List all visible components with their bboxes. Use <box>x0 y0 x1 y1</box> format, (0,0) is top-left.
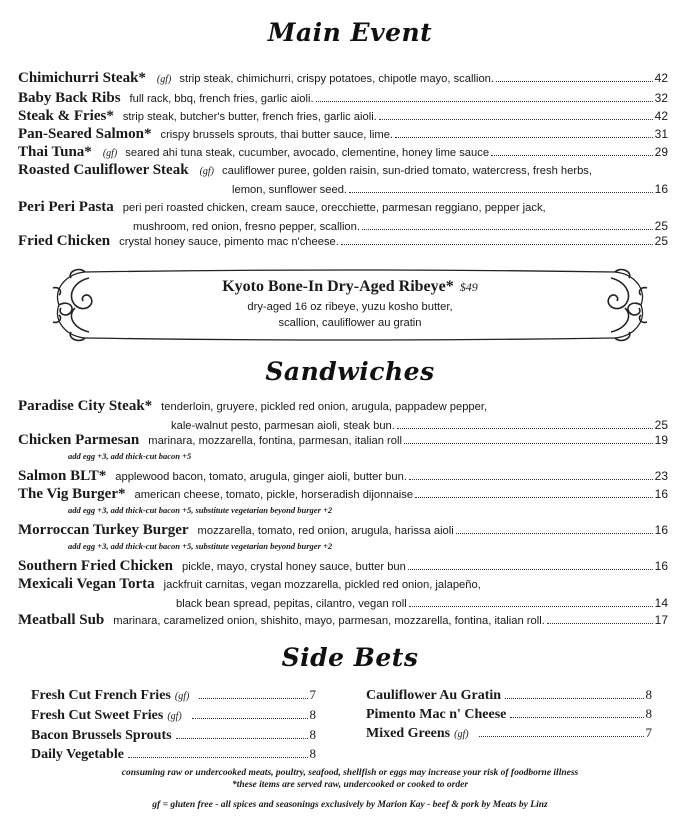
item-desc: full rack, bbq, french fries, garlic aioli. <box>129 93 314 105</box>
menu-item-morroccan-turkey-burger <box>18 522 668 541</box>
menu-item-chicken-parmesan <box>18 432 668 451</box>
side-name: Fresh Cut Sweet Fries <box>31 708 164 723</box>
item-name: Peri Peri Pasta <box>18 199 114 215</box>
item-name: Chicken Parmesan <box>18 432 140 448</box>
menu-item-southern-fried-chicken <box>18 558 668 577</box>
item-desc: peri peri roasted chicken, cream sauce, orecchiette, parmesan reggiano, pepper jack, <box>122 202 546 214</box>
side-price: 8 <box>645 687 652 702</box>
dot-leader <box>397 428 653 429</box>
item-name: Thai Tuna* <box>18 144 92 160</box>
item-desc: jackfruit carnitas, vegan mozzarella, pickled red onion, jalapeño, <box>163 579 481 591</box>
item-desc: strip steak, butcher's butter, french fries, garlic aioli. <box>122 111 377 123</box>
addon-note: add egg +3, add thick-cut bacon +5, substitute vegetarian beyond burger +2 <box>68 541 333 551</box>
item-name: Baby Back Ribs <box>18 90 121 106</box>
dot-leader <box>199 698 307 699</box>
gf-marker: (gf) <box>199 166 215 177</box>
gluten-free-note: gf = gluten free - all spices and seasonings exclusively by Marion Kay - beef & pork by Meats by Linz <box>152 800 548 810</box>
sides-left-column <box>31 686 316 764</box>
dot-leader <box>128 757 308 758</box>
item-name: Paradise City Steak* <box>18 398 153 414</box>
side-item <box>366 705 652 724</box>
gf-marker: (gf) <box>174 691 190 702</box>
item-name: Pan-Seared Salmon* <box>18 126 152 142</box>
dot-leader <box>479 736 644 737</box>
side-name: Mixed Greens <box>366 726 451 741</box>
addon-note: add egg +3, add thick-cut bacon +5 <box>68 451 192 461</box>
item-price: 16 <box>654 181 668 196</box>
gf-marker: (gf) <box>156 74 172 85</box>
menu-item-roasted-cauliflower-steak <box>18 162 668 199</box>
item-desc: mozzarella, tomato, red onion, arugula, harissa aioli <box>197 525 454 537</box>
menu-item-chimichurri-steak <box>18 70 668 89</box>
item-price: 29 <box>654 145 668 159</box>
item-name: Southern Fried Chicken <box>18 558 174 574</box>
menu-item-vig-burger <box>18 486 668 505</box>
item-desc: crystal honey sauce, pimento mac n'cheese. <box>119 236 339 248</box>
item-price: 14 <box>654 595 668 610</box>
menu-item-thai-tuna <box>18 144 668 163</box>
item-name: Chimichurri Steak* <box>18 70 146 86</box>
side-bets-heading: Side Bets <box>281 643 419 672</box>
gf-marker: (gf) <box>454 729 469 740</box>
feature-desc-line1: dry-aged 16 oz ribeye, yuzu kosho butter, <box>247 301 453 313</box>
raw-items-note: *these items are served raw, undercooked or cooked to order <box>231 780 469 790</box>
side-item <box>31 686 316 706</box>
item-desc-cont: kale-walnut pesto, parmesan aioli, steak bun. <box>171 419 395 432</box>
item-desc: strip steak, chimichurri, crispy potatoes, chipotle mayo, scallion. <box>179 73 494 85</box>
dot-leader <box>547 623 653 624</box>
item-desc-cont: black bean spread, pepitas, cilantro, vegan roll <box>176 597 407 610</box>
side-item <box>31 706 316 726</box>
side-item <box>366 686 652 705</box>
dot-leader <box>192 718 308 719</box>
dot-leader <box>176 738 308 739</box>
side-item <box>31 726 316 745</box>
side-price: 8 <box>309 707 316 722</box>
dot-leader <box>505 698 643 699</box>
menu-item-baby-back-ribs <box>18 90 668 109</box>
feature-price: $49 <box>459 280 478 294</box>
item-price: 19 <box>654 433 668 447</box>
menu-item-salmon-blt <box>18 468 668 487</box>
dot-leader <box>510 717 643 718</box>
item-price: 42 <box>654 71 668 85</box>
feature-desc-line2: scallion, cauliflower au gratin <box>278 317 422 329</box>
side-name: Bacon Brussels Sprouts <box>31 728 172 743</box>
dot-leader <box>395 137 653 138</box>
item-desc: american cheese, tomato, pickle, horseradish dijonnaise <box>134 489 414 501</box>
item-desc: marinara, caramelized onion, shishito, mayo, parmesan, mozzarella, fontina, italian roll. <box>113 615 545 627</box>
feature-name: Kyoto Bone-In Dry-Aged Ribeye* <box>222 278 454 295</box>
item-name: Morroccan Turkey Burger <box>18 522 189 538</box>
dot-leader <box>349 192 653 193</box>
gf-marker: (gf) <box>102 148 118 159</box>
side-price: 7 <box>645 725 652 740</box>
dot-leader <box>362 229 653 230</box>
menu-item-meatball-sub <box>18 612 668 631</box>
item-desc: tenderloin, gruyere, pickled red onion, arugula, pappadew pepper, <box>161 401 488 413</box>
feature-ribeye <box>0 278 700 331</box>
item-name: Salmon BLT* <box>18 468 107 484</box>
side-price: 7 <box>309 687 316 702</box>
gf-marker: (gf) <box>167 711 182 722</box>
dot-leader <box>379 119 653 120</box>
item-name: Fried Chicken <box>18 233 111 249</box>
dot-leader <box>404 443 653 444</box>
item-desc-cont: lemon, sunflower seed. <box>232 183 348 196</box>
item-price: 23 <box>654 469 668 483</box>
item-name: Mexicali Vegan Torta <box>18 576 155 592</box>
item-price: 32 <box>654 91 668 105</box>
foodborne-warning: consuming raw or undercooked meats, poultry, seafood, shellfish or eggs may increase your risk of foodborne illness <box>121 768 579 778</box>
item-desc: pickle, mayo, crystal honey sauce, butter bun <box>182 561 406 573</box>
item-desc: crispy brussels sprouts, thai butter sauce, lime. <box>160 129 394 141</box>
side-name: Fresh Cut French Fries <box>31 688 171 703</box>
item-price: 42 <box>654 109 668 123</box>
item-price: 25 <box>654 218 668 233</box>
main-event-heading: Main Event <box>267 18 433 47</box>
dot-leader <box>341 244 653 245</box>
side-name: Daily Vegetable <box>31 747 124 762</box>
dot-leader <box>415 497 653 498</box>
item-price: 25 <box>654 234 668 248</box>
side-price: 8 <box>309 746 316 761</box>
item-price: 16 <box>654 487 668 501</box>
item-desc: applewood bacon, tomato, arugula, ginger aioli, butter bun. <box>115 471 407 483</box>
dot-leader <box>316 101 653 102</box>
menu-item-peri-peri-pasta <box>18 199 668 236</box>
side-name: Pimento Mac n' Cheese <box>366 707 507 722</box>
item-desc: seared ahi tuna steak, cucumber, avocado, clementine, honey lime sauce <box>125 147 490 159</box>
side-name: Cauliflower Au Gratin <box>366 688 502 703</box>
menu-item-steak-fries <box>18 108 668 127</box>
dot-leader <box>409 606 653 607</box>
item-name: Roasted Cauliflower Steak <box>18 162 189 178</box>
item-desc: marinara, mozzarella, fontina, parmesan, italian roll <box>148 435 402 447</box>
menu-item-mexicali-vegan-torta <box>18 576 668 613</box>
sides-right-column <box>366 686 652 744</box>
side-item <box>31 745 316 764</box>
dot-leader <box>409 479 653 480</box>
item-name: Steak & Fries* <box>18 108 114 124</box>
addon-note: add egg +3, add thick-cut bacon +5, substitute vegetarian beyond burger +2 <box>68 505 333 515</box>
item-price: 31 <box>654 127 668 141</box>
dot-leader <box>491 155 653 156</box>
item-price: 16 <box>654 523 668 537</box>
menu-item-paradise-city-steak <box>18 398 668 435</box>
menu-item-pan-seared-salmon <box>18 126 668 145</box>
dot-leader <box>408 569 653 570</box>
item-price: 16 <box>654 559 668 573</box>
dot-leader <box>496 81 653 82</box>
dot-leader <box>456 533 653 534</box>
side-item <box>366 724 652 744</box>
item-name: The Vig Burger* <box>18 486 126 502</box>
side-price: 8 <box>309 727 316 742</box>
item-desc-cont: mushroom, red onion, fresno pepper, scallion. <box>133 220 360 233</box>
item-desc: cauliflower puree, golden raisin, sun-dried tomato, watercress, fresh herbs, <box>222 165 593 177</box>
item-name: Meatball Sub <box>18 612 105 628</box>
sandwiches-heading: Sandwiches <box>265 357 435 386</box>
item-price: 17 <box>654 613 668 627</box>
item-price: 25 <box>654 417 668 432</box>
menu-item-fried-chicken <box>18 233 668 252</box>
side-price: 8 <box>645 706 652 721</box>
